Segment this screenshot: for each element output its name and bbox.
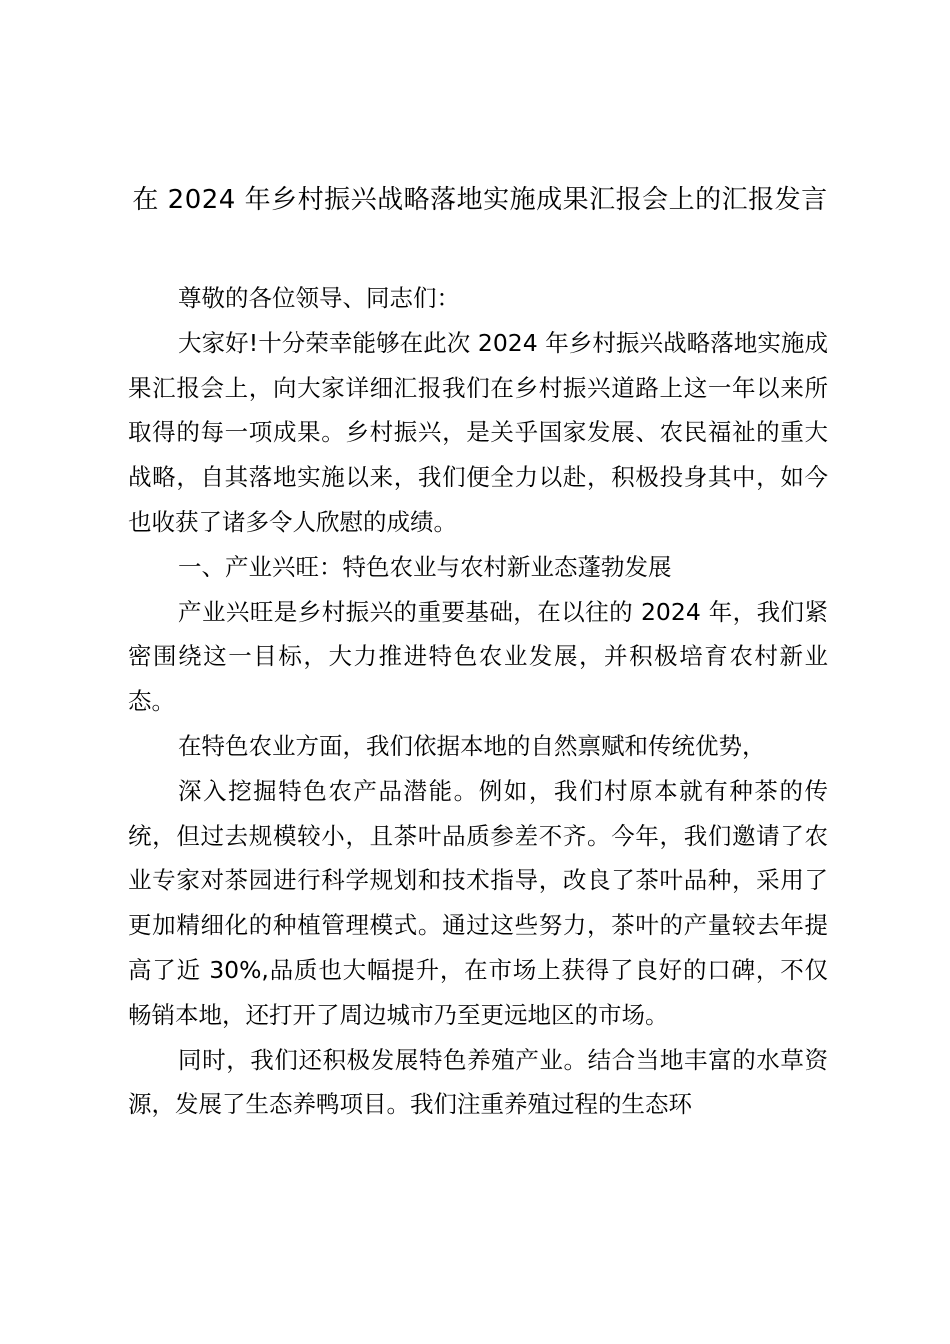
section-heading-1: 一、产业兴旺：特色农业与农村新业态蓬勃发展 [178, 552, 672, 581]
paragraph-industry: 产业兴旺是乡村振兴的重要基础，在以往的 2024 年，我们紧密围绕这一目标，大力推进特色农业发展，并积极培育农村新业态。 [128, 597, 828, 716]
document-title: 在 2024 年乡村振兴战略落地实施成果汇报会上的汇报发言 [132, 185, 828, 215]
document-body [128, 276, 828, 1127]
paragraph-tea: 深入挖掘特色农产品潜能。例如，我们村原本就有种茶的传统，但过去规模较小，且茶叶品质参差不齐。今年，我们邀请了农业专家对茶园进行科学规划和技术指导，改良了茶叶品种，采用了更加精细化的种植管理模式。通过这些努力，茶叶的产量较去年提高了近 30%,品质也大幅提升，在市场上获得了良好的口碑，不仅畅销本地，还打开了周边城市乃至更远地区的市场。 [128, 776, 828, 1029]
salutation: 尊敬的各位领导、同志们： [178, 284, 460, 312]
paragraph-special-agriculture: 在特色农业方面，我们依据本地的自然禀赋和传统优势， [178, 731, 766, 760]
paragraph-intro: 大家好!十分荣幸能够在此次 2024 年乡村振兴战略落地实施成果汇报会上，向大家详细汇报我们在乡村振兴道路上这一年以来所取得的每一项成果。乡村振兴，是关乎国家发展、农民福祉的重大战略，自其落地实施以来，我们便全力以赴，积极投身其中，如今也收获了诸多令人欣慰的成绩。 [128, 328, 828, 536]
paragraph-breeding: 同时，我们还积极发展特色养殖产业。结合当地丰富的水草资源，发展了生态养鸭项目。我们注重养殖过程的生态环 [128, 1045, 828, 1119]
